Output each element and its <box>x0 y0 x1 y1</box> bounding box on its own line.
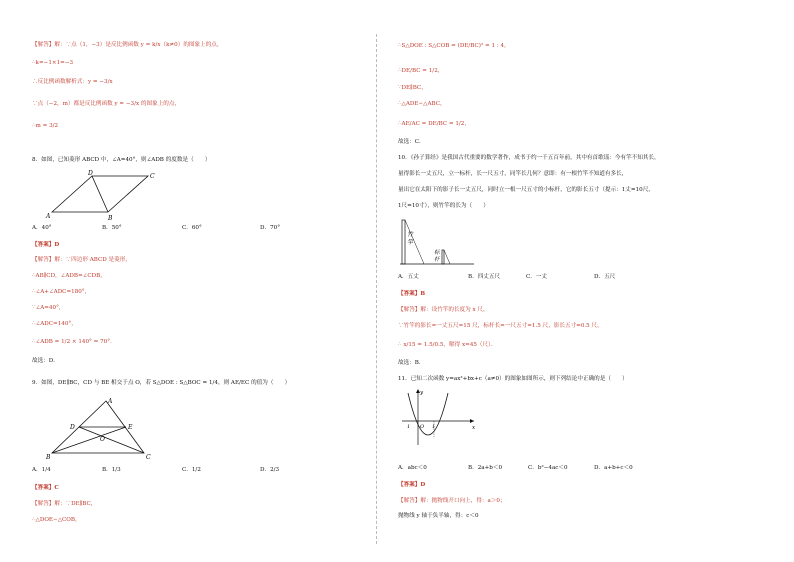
label-a: A <box>108 398 113 405</box>
label-origin: O <box>420 424 425 430</box>
q10-option-b: B．四丈五尺 <box>468 274 501 280</box>
q9-answer: 【答案】C <box>32 485 59 491</box>
label-marker-2: 杆 <box>434 257 440 263</box>
label-e: E <box>128 424 133 431</box>
solution-line: ∴反比例函数解析式：y = −3/x <box>32 79 113 85</box>
label-neg-one: 1 <box>407 424 411 430</box>
label-b: B <box>108 215 113 220</box>
question-11-text: 11．已知二次函数 y=ax²+bx+c（a≠0）的图象如图所示，则下列结论中正确的是（ ） <box>398 376 628 382</box>
label-d: D <box>70 424 75 431</box>
parabola-figure <box>398 387 478 449</box>
conclusion-line: 故选：B． <box>398 360 425 366</box>
question-10-line2: 量得影长一丈五尺，立一标杆，长一尺五寸，同竿长几何？意即：有一根竹竿不知道有多长， <box>398 171 628 177</box>
q8-answer: 【答案】D <box>32 242 60 248</box>
q11-option-a: A．abc＜0 <box>398 465 427 471</box>
solution-line: 【解答】解：∵四边形 ABCD 是菱形， <box>32 257 131 263</box>
solution-line: ∴k=−1×1=−3 <box>32 60 74 66</box>
q8-option-a: A．40° <box>32 225 52 231</box>
solution-line: ∴AB∥CD，∠ADB=∠CDB， <box>32 273 106 279</box>
solution-line: ∴AE/AC = DE/BC = 1/2， <box>398 121 470 127</box>
q8-option-c: C．60° <box>182 225 202 231</box>
label-o: O <box>100 436 105 443</box>
label-c: C <box>146 454 151 461</box>
left-column <box>32 0 402 562</box>
solution-line: ∵∠A=40°， <box>32 305 65 311</box>
solution-line: ∴△ADE∽△ABC， <box>398 101 446 107</box>
solution-line: ∵竹竿的影长=一丈五尺=15 尺，标杆长=一尺五寸=1.5 尺，影长五寸=0.5 尺， <box>398 323 603 329</box>
q10-option-d: D．五尺 <box>594 274 616 280</box>
q9-option-a: A．1/4 <box>32 467 51 473</box>
conclusion-line: 故选：D． <box>32 358 59 364</box>
label-x: x <box>472 425 476 431</box>
label-y: y <box>420 390 424 396</box>
rhombus-figure <box>44 168 164 220</box>
q9-option-c: C．1/2 <box>182 467 201 473</box>
q11-option-b: B．2a+b＜0 <box>468 465 503 471</box>
question-10-line1: 10．《孙子算经》是我国古代重要的数学著作，成书于约一千五百年前，其中有首歌谣：今有竿不知其长， <box>398 155 660 161</box>
q11-option-c: C．b²−4ac＜0 <box>528 465 568 471</box>
solution-line: ∴∠ADB = 1/2 × 140° = 70°． <box>32 339 116 345</box>
question-8-text: 8．如图，已知菱形 ABCD 中，∠A=40°，则∠ADB 的度数是（ ） <box>32 157 211 163</box>
solution-line: ∴△DOE∽△COB， <box>32 517 81 523</box>
solution-line: ∴m = 3/2 <box>32 123 59 129</box>
question-10-line3: 量出它在太阳下的影子长一丈五尺，同时立一根一尺五寸的小标杆，它的影长五寸（提示：1丈=10尺， <box>398 187 654 193</box>
conclusion-line: 故选：C． <box>398 139 425 145</box>
q10-option-c: C．一丈 <box>526 274 548 280</box>
solution-line: ∵DE∥BC， <box>398 85 427 91</box>
q11-option-d: D．a+b+c＜0 <box>594 465 633 471</box>
bamboo-pole-figure <box>398 214 478 268</box>
q11-answer: 【答案】D <box>398 482 426 488</box>
label-bamboo-1: 竹 <box>407 231 414 238</box>
solution-line: ∴ x/15 = 1.5/0.5，解得 x=45（尺）． <box>398 342 497 348</box>
label-one: 1 <box>432 424 436 430</box>
label-b: B <box>46 454 51 461</box>
solution-line: ∵点（−2，m）都是反比例函数 y = −3/x 的图象上的点， <box>32 101 181 107</box>
solution-line: ∴S△DOE : S△COB = (DE/BC)² = 1 : 4， <box>398 43 510 49</box>
triangle-figure <box>42 395 162 461</box>
label-a: A <box>46 213 51 220</box>
solution-line: ∴∠ADC=140°， <box>32 321 77 327</box>
solution-line: 【解答】解：∵点（1，−3）是反比例函数 y = k/x（k≠0）的图象上的点， <box>32 42 223 48</box>
q9-option-b: B．1/3 <box>102 467 121 473</box>
question-10-line4: 1尺=10寸），则竹竿的长为（ ） <box>398 203 489 209</box>
label-c: C <box>150 173 155 180</box>
question-9-text: 9．如图，DE∥BC，CD 与 BE 相交于点 O，若 S△DOE : S△BOC = 1/4，则 AE/EC 的值为（ ） <box>32 380 291 386</box>
q10-answer: 【答案】B <box>398 291 426 297</box>
q8-option-b: B．50° <box>102 225 122 231</box>
label-bamboo-2: 竿 <box>407 239 414 246</box>
label-marker-1: 标 <box>434 250 440 256</box>
q10-option-a: A．五丈 <box>398 274 419 280</box>
right-column <box>398 0 768 562</box>
solution-line: 【解答】解：抛物线开口向上，得：a＞0； <box>398 498 506 504</box>
solution-line: ∴DE/BC = 1/2， <box>398 68 444 74</box>
label-d: D <box>88 170 93 177</box>
solution-line: 【解答】解：设竹竿的长度为 x 尺， <box>398 307 489 313</box>
q9-option-d: D．2/3 <box>260 467 280 473</box>
q8-option-d: D．70° <box>260 225 280 231</box>
solution-line: 抛物线 y 轴于负半轴，得：c＜0 <box>398 513 479 519</box>
solution-line: ∴∠A+∠ADC=180°， <box>32 289 91 295</box>
solution-line: 【解答】解：∵DE∥BC， <box>32 501 97 507</box>
